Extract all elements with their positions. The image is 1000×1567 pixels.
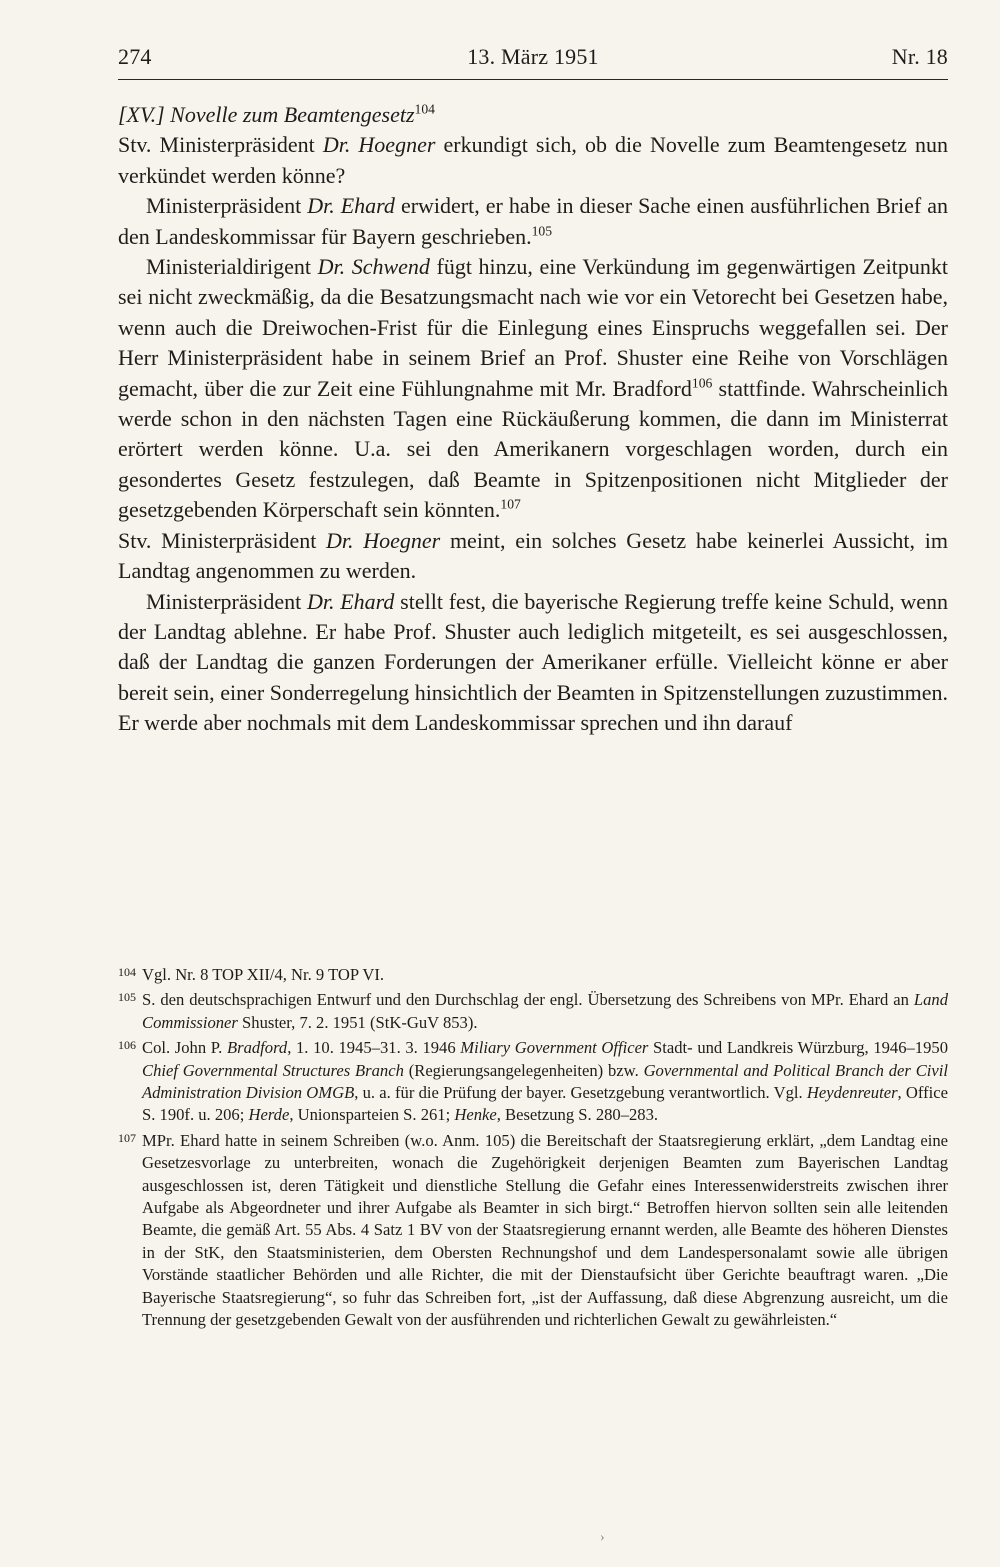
paragraph-hoegner-question: Stv. Ministerpräsident Dr. Hoegner erkundigt sich, ob die Novelle zum Beamtengesetz nun verkündet werden könne? <box>118 132 948 188</box>
italic-text: Dr. Ehard <box>307 193 395 219</box>
footnote-reference: 107 <box>500 496 521 512</box>
footnote-number: 105 <box>118 990 136 1005</box>
italic-text: Dr. Hoegner <box>322 132 436 158</box>
document-number: Nr. 18 <box>891 44 948 69</box>
italic-text: Heydenreuter <box>806 1083 898 1103</box>
footnote-107 <box>118 1130 948 1332</box>
footnote-number: 104 <box>118 965 136 979</box>
italic-text: Dr. Hoegner <box>326 527 441 553</box>
footnote-reference: 105 <box>531 223 553 239</box>
footnote-text: MPr. Ehard hatte in seinem Schreiben (w.o. Anm. 105) die Bereitschaft der Staatsregierung erklärt, „dem Landtag eine Gesetzesvorlage zu unterbreiten, wonach die Zugehörigkeit derjenigen Beamten zum Bayerischen Landtag ausgeschlossen ist, deren Tätigkeit und dienstliche Stellung die Gefahr eines Interessenwiderstreits zwischen ihrer Aufgabe als Abgeordneter und ihrer Aufgabe als Beamter in sich birgt.“ Betroffen hiervon sollten sein alle leitenden Beamte, die gemäß Art. 55 Abs. 4 Satz 1 BV von der Staatsregierung ernannt werden, alle Beamte des höheren Dienstes in der StK, den Staatsministerien, dem Obersten Rechnungshof und dem Landespersonalamt sowie alle übrigen Vorstände staatlicher Behörden und alle Richter, die mit der Dienstaufsicht über Gerichte beauftragt waren. „Die Bayerische Staatsregierung“, so fuhr das Schreiben fort, „ist der Auffassung, daß diese Abgrenzung ausreicht, um die Trennung der gesetzgebenden Gewalt von der ausführenden und richterlichen Gewalt zu gewährleisten.“ <box>142 1130 948 1330</box>
footnote-text: Vgl. Nr. 8 TOP XII/4, Nr. 9 TOP VI. <box>142 965 385 984</box>
italic-text: Herde <box>248 1105 290 1125</box>
footnote-reference: 106 <box>691 375 713 391</box>
italic-text: [XV.] Novelle zum Beamtengesetz <box>118 102 415 127</box>
italic-text: Miliary Government Officer <box>460 1038 649 1058</box>
italic-text: Dr. Ehard <box>306 588 395 614</box>
footnote-number: 106 <box>118 1038 136 1053</box>
paragraph-ehard-statement: Ministerpräsident Dr. Ehard stellt fest, die bayerische Regierung treffe keine Schuld, wenn der Landtag ablehne. Er habe Prof. Shuster auch lediglich mitgeteilt, es sei ausgeschlossen, daß der Landtag die ganzen Forderungen der Amerikaner erfülle. Vielleicht könne er aber bereit sein, einer Sonderregelung hinsichtlich der Beamten in Spitzenstellungen zuzustimmen. Er werde aber nochmals mit dem Landeskommissar sprechen und ihn darauf <box>118 588 948 736</box>
italic-text: Chief Governmental Structures Branch <box>142 1060 404 1080</box>
footnote-text: S. den deutschsprachigen Entwurf und den Durchschlag der engl. Übersetzung des Schreibens von MPr. Ehard an Land Commissioner Shuster, 7. 2. 1951 (StK-GuV 853). <box>142 990 948 1032</box>
italic-text: Governmental and Political Branch der Civil Administration Division OMGB <box>142 1060 948 1103</box>
italic-text: Bradford <box>226 1038 288 1058</box>
footnotes <box>118 964 948 1335</box>
running-header <box>118 44 948 78</box>
footnote-number: 107 <box>118 1130 136 1145</box>
paragraph-hoegner-opinion: Stv. Ministerpräsident Dr. Hoegner meint, ein solches Gesetz habe keinerlei Aussicht, im Landtag angenommen zu werden. <box>118 527 948 584</box>
stray-mark: › <box>600 1530 605 1545</box>
header-rule <box>118 79 948 80</box>
paragraph-schwend: Ministerialdirigent Dr. Schwend fügt hinzu, eine Verkündung im gegenwärtigen Zeitpunkt sei nicht zweckmäßig, da die Besatzungsmacht nach wie vor ein Vetorecht bei Gesetzen habe, wenn auch die Dreiwochen-Frist für die Einlegung eines Einspruchs weggefallen sei. Der Herr Ministerpräsident habe in seinem Brief an Prof. Shuster eine Reihe von Vorschlägen gemacht, über die zur Zeit eine Fühlungnahme mit Mr. Bradford$^{106}$ stattfinde. Wahrscheinlich werde schon in den nächsten Tagen eine Rückäußerung kommen, die dann im Ministerrat erörtert werden könne. U.a. sei den Amerikanern vorgeschlagen worden, durch ein gesondertes Gesetz festzulegen, daß Beamte in Spitzenpositionen nicht Mitglieder der gesetzgebenden Körperschaft sein könnten.$^{107}$ <box>118 254 948 523</box>
footnote-reference: 104 <box>414 101 435 117</box>
footnote-text: Col. John P. Bradford, 1. 10. 1945–31. 3. 1946 Miliary Government Officer Stadt- und Landkreis Würzburg, 1946–1950 Chief Governmental Structures Branch (Regierungsangelegenheiten) bzw. Governmental and Political Branch der Civil Administration Division OMGB, u. a. für die Prüfung der bayer. Gesetzgebung verantwortlich. Vgl. Heydenreuter, Office S. 190f. u. 206; Herde, Unionsparteien S. 261; Henke, Besetzung S. 280–283. <box>142 1038 948 1125</box>
section-heading <box>118 100 948 130</box>
header-date: 13. März 1951 <box>467 44 599 69</box>
footnote-106 <box>118 1037 948 1127</box>
italic-text: Land Commissioner <box>142 990 948 1032</box>
italic-text: Henke <box>454 1105 497 1125</box>
page-number: 274 <box>118 44 152 69</box>
footnote-104 <box>118 964 948 986</box>
paragraph-ehard-reply: Ministerpräsident Dr. Ehard erwidert, er habe in dieser Sache einen ausführlichen Brief an den Landeskommissar für Bayern geschrieben.$^{105}$ <box>118 193 948 249</box>
footnote-105 <box>118 989 948 1034</box>
main-text <box>118 100 948 739</box>
italic-text: Dr. Schwend <box>317 254 430 280</box>
